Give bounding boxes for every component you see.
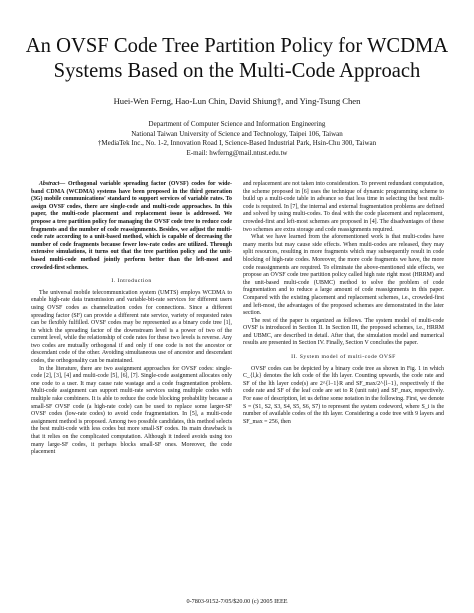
abstract: [31, 181, 232, 272]
body-paragraph: and replacement are not taken into consideration. To prevent redundant computation, the scheme proposed in [6] uses the technique of dynamic programming scheme to build up a multi-code table in advance so that less time in selecting the best multi-code is required. In [7], the internal and external fragmentation problems are defined and solved by using multi-codes. To deal with the code placement and replacement, crowded-first and left-most schemes are proposed in [4]. The disadvantages of these two schemes are extra storage and code reassignments required.: [243, 181, 444, 233]
left-column: [31, 181, 232, 457]
author-list: Huei-Wen Ferng, Hao-Lun Chin, David Shiung†, and Ying-Tsung Chen: [113, 96, 361, 106]
body-paragraph: OVSF codes can be depicted by a binary code tree as shown in Fig. 1 in which C_{l,k} denotes the kth code of the lth layer. Counting upwards, the code rate and SF of the lth layer code(s) are 2^{l−1}R and SF_max/2^{l−1}, respectively if the code rate and SF of the leaf code are set to R (unit rate) and SF_max, respectively. For ease of description, let us define some notation in the following. First, we denote S = (S1, S2, S3, S4, S5, S6, S7) to represent the system codeword, where S_i is the number of available codes of the ith layer. Considering a code tree with 9 layers and SF_max = 256, then: [243, 365, 444, 425]
body-paragraph: The rest of the paper is organized as follows. The system model of multi-code OVSF is introduced in Section II. In Section III, the proposed schemes, i.e., HRRM and UBMC, are described in detail. After that, the simulation model and numerical results are presented in Section IV. Finally, Section V concludes the paper.: [243, 317, 444, 347]
body-paragraph: In the literature, there are two assignment approaches for OVSF codes: single-code [2], [3], [4] and multi-code [5], [6], [7]. Single-code assignment allocates only one code to a user. It may cause rate wastage and a code fragmentation problem. Multi-code assignment can support multi-rate services using multiple codes with multiple rake combiners. It is able to reduce the code blocking probability because a small-SF OVSF code (a high-rate code) can be used to replace some larger-SF OVSF codes (low-rate codes) to avoid code fragmentation. In [5], a multi-code assignment method is proposed. Among two possible candidates, this method selects the best multi-code with less codes but more small-SF codes. Its main drawback is that it relies on the complicated computation. Although it indeed avoids using too many large-SF codes, it perhaps blocks small-SF ones. Moreover, the code placement: [31, 365, 232, 456]
affiliation-line: †MediaTek Inc., No. 1-2, Innovation Road I, Science-Based Industrial Park, Hsin-Chu 300, Taiwan: [97, 139, 377, 148]
contact-email: E-mail: hwferng@mail.ntust.edu.tw: [186, 148, 288, 157]
abstract-lead: Abstract: [39, 181, 60, 187]
affiliation-line: Department of Computer Science and Information Engineering: [148, 120, 326, 128]
section-heading: II. System model of multi-code OVSF: [291, 354, 396, 361]
body-paragraph: What we have learned from the aforementioned work is that multi-codes have many merits but may cause side effects. When multi-codes are released, they may split resources, resulting in more fragments which may subsequently result in code blocking of high-rate codes. Moreover, the more code fragments we have, the more code reassignments are required. To eliminate the above-mentioned side effects, we propose an OVSF code tree partition policy called high rate right most (HRRM) and the unit-based multi-code (UBMC) method to solve the problem of code fragmentation and to reduce a large amount of code reassignments in this paper. Compared with the existing placement and replacement schemes, i.e., crowded-first and left-most, the advantages of the proposed schemes are demonstrated in the later section.: [243, 234, 444, 317]
affiliation-block: [20, 120, 454, 158]
right-column: [243, 181, 444, 426]
body-paragraph: The universal mobile telecommunication system (UMTS) employs WCDMA to enable high-rate data transmission and variable-bit-rate services for different users using OVSF codes as channelization codes for connections. Since a different spreading factor (SF) can provide a different rate service, variety of requested rates can be flexibly fulfilled. OVSF codes may be represented as a binary code tree [1], in which the spreading factor of the downstream level is a power of two of the current level, while the relationship of code rates for these two levels is reverse. Any two codes are mutually orthogonal if and only if one code is not the ancestor or descendant code of the other. Avoiding simultaneous use of ancestor and descendant codes, the orthogonality can be maintained.: [31, 289, 232, 365]
abstract-text: — Orthogonal variable spreading factor (OVSF) codes for wide-band CDMA (WCDMA) systems have been proposed in the third generation (3G) mobile communications' standard to support services of variable rates. To assign OVSF codes, there are single-code and multi-code approaches. In this paper, the multi-code placement and replacement issue is addressed. We propose a tree partition policy for managing the OVSF code tree to reduce code fragments and the number of code reassignments. Besides, we adjust the multi-code rate according to a unit-based method, which is capable of decreasing the number of code fragments because fewer low-rate codes are utilized. Through extensive simulations, it turns out that the tree partition policy and the unit-based multi-code method jointly perform better than the left-most and crowded-first schemes.: [31, 181, 232, 271]
copyright-footer: 0-7803-9152-7/05/$20.00 (c) 2005 IEEE: [186, 598, 288, 605]
affiliation-line: National Taiwan University of Science and Technology, Taipei 106, Taiwan: [131, 129, 343, 138]
paper-title: An OVSF Code Tree Partition Policy for WCDMA Systems Based on the Multi-Code Approach: [25, 35, 449, 82]
section-heading: I. Introduction: [111, 278, 152, 285]
